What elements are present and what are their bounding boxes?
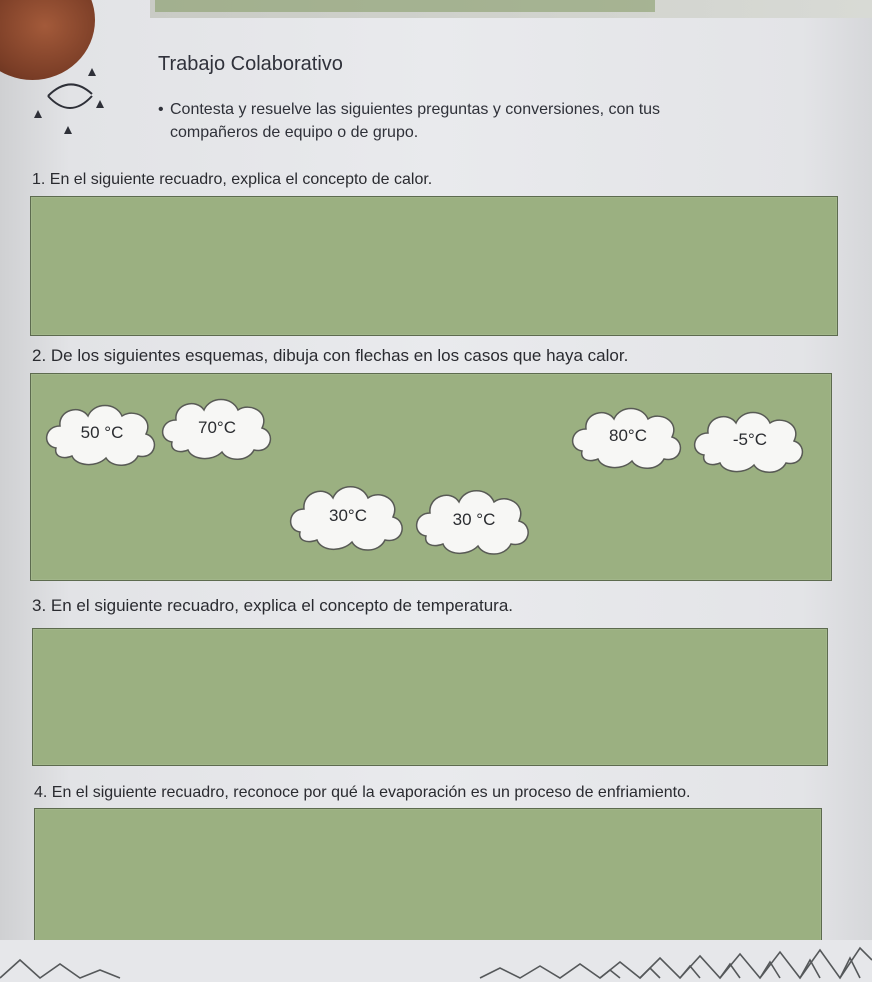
teamwork-icon — [30, 60, 130, 140]
cloud-50c[interactable] — [42, 396, 162, 470]
decorative-border-pattern — [0, 940, 872, 982]
question-3: 3. En el siguiente recuadro, explica el concepto de temperatura. — [32, 596, 514, 615]
cloud-30c-right[interactable] — [412, 481, 536, 559]
question-2: 2. De los siguientes esquemas, dibuja con flechas en los casos que haya calor. — [32, 346, 629, 365]
section-title: Trabajo Colaborativo — [158, 53, 343, 75]
cloud-80c[interactable] — [568, 399, 688, 473]
question-4: 4. En el siguiente recuadro, reconoce por qué la evaporación es un proceso de enfriamiento. — [34, 784, 691, 801]
answer-box-3[interactable] — [32, 628, 828, 766]
cloud-30c-left[interactable] — [286, 477, 410, 555]
cloud-label-70c: 70°C — [198, 418, 236, 437]
bullet-icon: • — [158, 101, 164, 118]
instruction-line-2: compañeros de equipo o de grupo. — [170, 124, 419, 141]
answer-box-4[interactable] — [34, 808, 822, 960]
instruction-text — [158, 98, 660, 144]
cloud-label-30c-right: 30 °C — [452, 510, 496, 529]
answer-box-1[interactable] — [30, 196, 838, 336]
question-1: 1. En el siguiente recuadro, explica el concepto de calor. — [32, 171, 433, 188]
cloud-minus5c[interactable] — [690, 403, 810, 477]
cloud-label-50c: 50 °C — [80, 423, 124, 442]
cloud-label-minus5c: -5°C — [732, 430, 768, 449]
cloud-label-80c: 80°C — [609, 426, 647, 445]
top-green-band — [155, 0, 655, 12]
instruction-line-1: Contesta y resuelve las siguientes preguntas y conversiones, con tus — [170, 101, 661, 118]
cloud-70c[interactable] — [158, 392, 276, 464]
cloud-label-30c-left: 30°C — [329, 506, 367, 525]
